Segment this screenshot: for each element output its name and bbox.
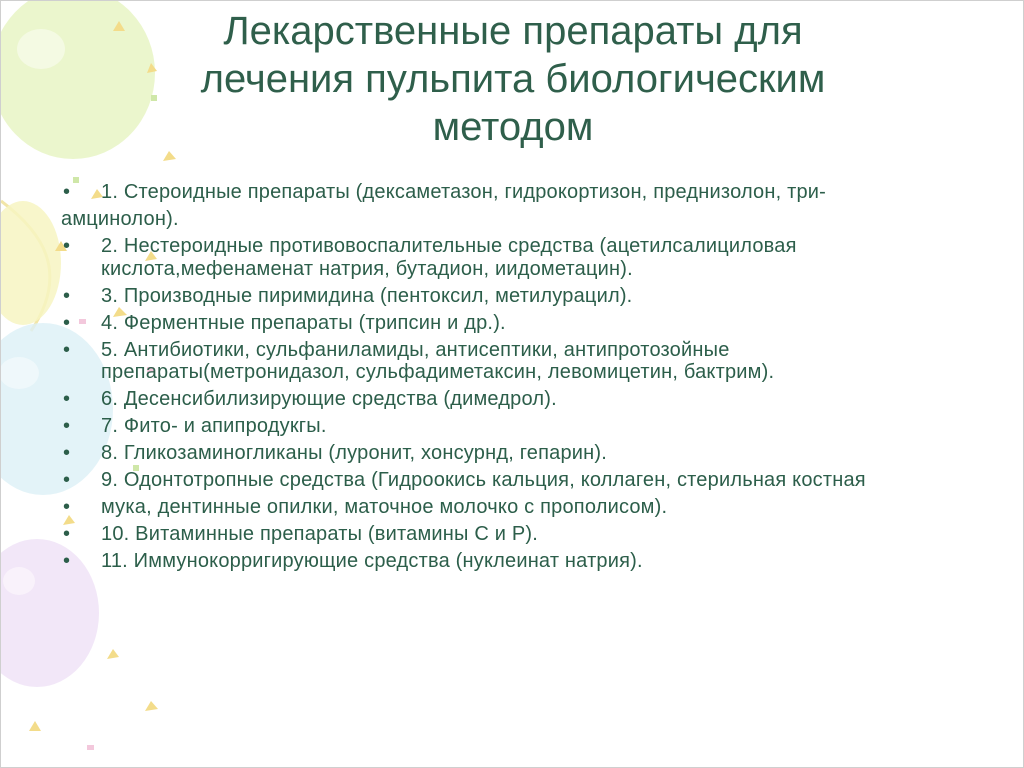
list-item: • 6. Десенсибилизирующие средства (димедрол).	[63, 388, 557, 410]
list-item: • 7. Фито- и апипродукгы.	[63, 415, 327, 437]
page-title	[41, 7, 985, 151]
bullet-icon: •	[63, 496, 71, 518]
bullet-icon: •	[63, 311, 71, 334]
list-item: • 2. Нестероидные противовоспалительные средства (ацетилсалициловая кислота,мефенаменат натрия, бутадион, иидометацин).	[63, 235, 797, 280]
list-item: • 1. Стероидные препараты (дексаметазон, гидрокортизон, преднизолон, три-	[63, 181, 827, 203]
bullet-icon: •	[63, 181, 71, 203]
list-item: • 9. Одонтотропные средства (Гидроокись кальция, коллаген, стерильная костная	[63, 469, 866, 491]
title-line-1: Лекарственные препараты для	[223, 9, 803, 53]
title-line-2: лечения пульпита биологическим	[200, 57, 826, 101]
title-line-3: методом	[432, 105, 594, 149]
list-item: • 10. Витаминные препараты (витамины С и Р).	[63, 523, 539, 545]
list-item: • 8. Гликозаминогликаны (луронит, хонсурнд, гепарин).	[63, 442, 608, 464]
list-item: • 4. Ферментные препараты (трипсин и др.).	[63, 311, 506, 334]
list-item-continuation: амцинолон).	[61, 208, 179, 230]
bullet-icon: •	[63, 550, 71, 572]
balloon-yellow	[1, 201, 61, 325]
bullet-icon: •	[63, 338, 71, 361]
bullet-icon: •	[63, 523, 71, 545]
bullet-icon: •	[63, 388, 71, 410]
bullet-icon: •	[63, 442, 71, 464]
bullet-icon: •	[63, 284, 71, 307]
bullet-icon: •	[63, 235, 71, 257]
drug-list	[63, 181, 983, 577]
list-item: • мука, дентинные опилки, маточное молочко с прополисом).	[63, 496, 668, 518]
list-item: • 5. Антибиотики, сульфаниламиды, антисептики, антипротозойные препараты(метронидазол, сульфадиметаксин, левомицетин, бактрим).	[63, 338, 775, 383]
list-item: • 11. Иммунокорригирующие средства (нуклеинат натрия).	[63, 550, 643, 572]
bullet-icon: •	[63, 469, 71, 491]
list-item: • 3. Производные пиримидина (пентоксил, метилурацил).	[63, 284, 633, 307]
bullet-icon: •	[63, 415, 71, 437]
